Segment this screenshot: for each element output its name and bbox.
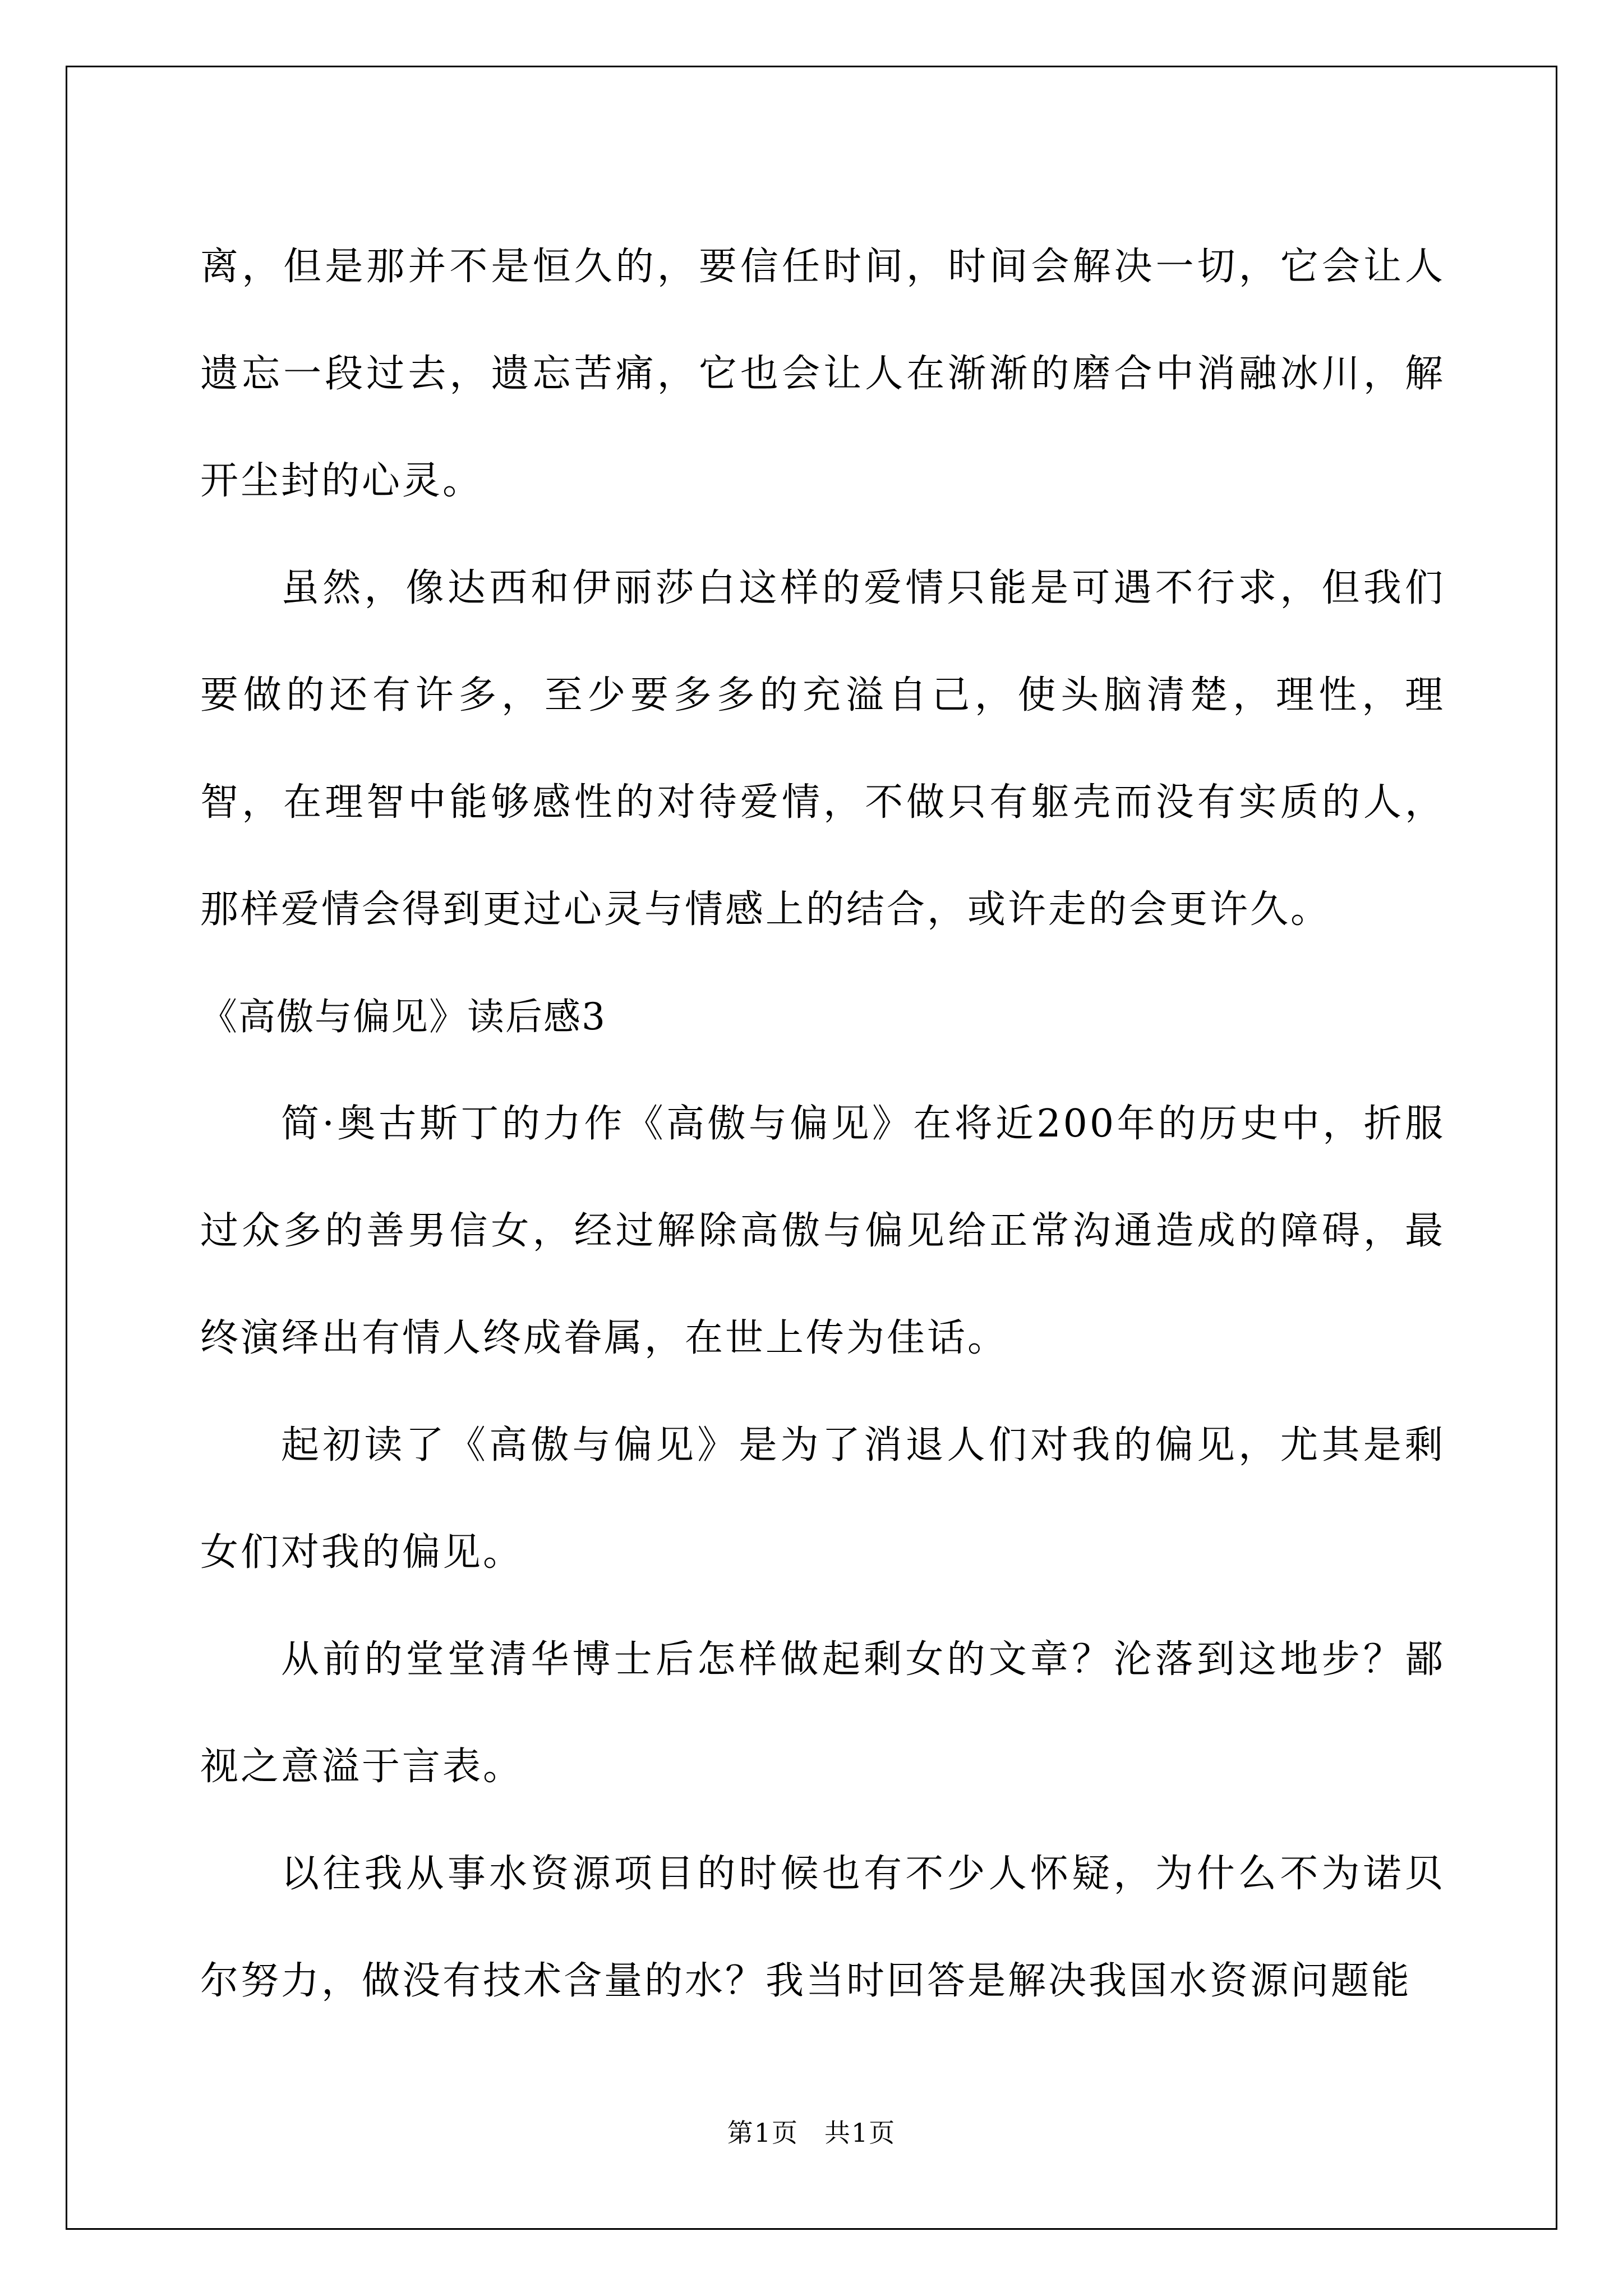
paragraph: 离，但是那并不是恒久的，要信任时间，时间会解决一切，它会让人遗忘一段过去，遗忘苦痛，它也会让人在渐渐的磨合中消融冰川，解开尘封的心灵。	[200, 245, 1445, 503]
paragraph: 虽然，像达西和伊丽莎白这样的爱情只能是可遇不行求，但我们要做的还有许多，至少要多多的充溢自己，使头脑清楚，理性，理智，在理智中能够感性的对待爱情，不做只有躯壳而没有实质的人，那样爱情会得到更过心灵与情感上的结合，或许走的会更许久。	[200, 566, 1445, 932]
document-body	[200, 213, 1445, 2035]
section-heading: 《高傲与偏见》读后感3	[200, 995, 606, 1038]
paragraph: 简·奥古斯丁的力作《高傲与偏见》在将近200年的历史中，折服过众多的善男信女，经过解除高傲与偏见给正常沟通造成的障碍，最终演绎出有情人终成眷属，在世上传为佳话。	[200, 1102, 1445, 1360]
page-total: 共1页	[824, 2118, 896, 2148]
page-number: 第1页	[727, 2118, 799, 2148]
paragraph: 以往我从事水资源项目的时候也有不少人怀疑，为什么不为诺贝尔努力，做没有技术含量的水？我当时回答是解决我国水资源问题能	[200, 1852, 1445, 2003]
page-footer	[0, 2116, 1623, 2150]
paragraph: 起初读了《高傲与偏见》是为了消退人们对我的偏见，尤其是剩女们对我的偏见。	[200, 1423, 1445, 1575]
paragraph: 从前的堂堂清华博士后怎样做起剩女的文章？沦落到这地步？鄙视之意溢于言表。	[200, 1637, 1445, 1789]
